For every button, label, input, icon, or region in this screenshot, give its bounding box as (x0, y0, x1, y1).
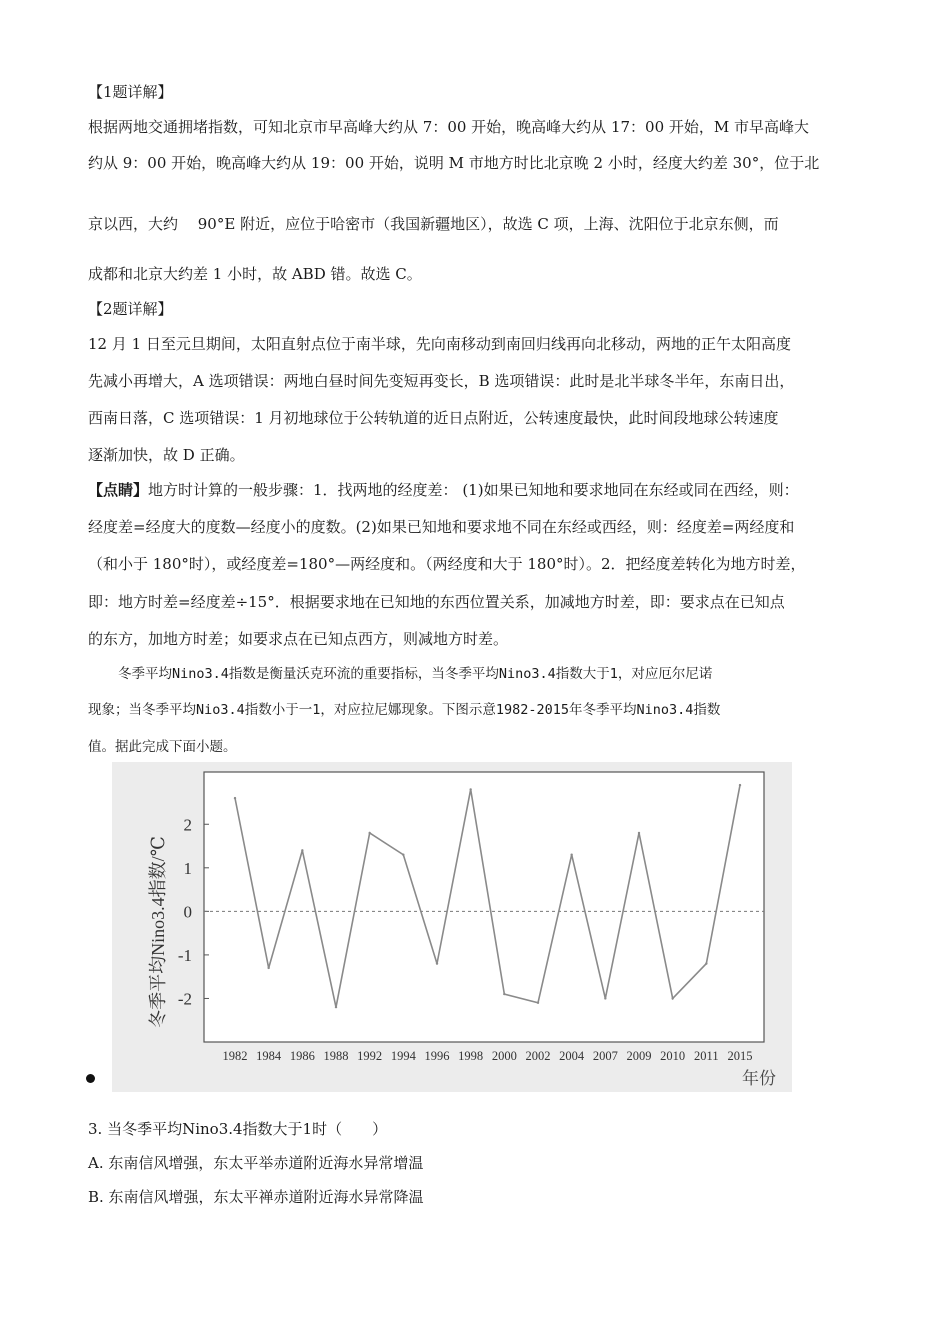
q2-header: 【2题详解】 (88, 300, 173, 318)
y-tick-label: 1 (183, 858, 192, 878)
data-point-2010 (671, 997, 673, 999)
data-point-2000 (503, 993, 505, 995)
x-axis-label: 年份 (742, 1069, 776, 1088)
q1-line-3: 京以西，大约 90°E 附近，应位于哈密市（我国新疆地区），故选 C 项，上海、沈阳位于北京东侧，而 (88, 215, 779, 233)
x-tick-label: 1984 (256, 1049, 282, 1063)
tip-line-5: 的东方，加地方时差；如要求点在已知点西方，则减地方时差。 (88, 630, 509, 648)
x-tick-label: 1998 (458, 1049, 484, 1063)
plot-frame (204, 772, 764, 1042)
data-point-2011 (705, 962, 707, 964)
data-point-1996 (436, 962, 438, 964)
data-point-2004 (570, 854, 572, 856)
data-point-2007 (604, 997, 606, 999)
q2-line-4: 逐渐加快，故 D 正确。 (88, 446, 245, 464)
y-tick-label: -1 (177, 945, 192, 965)
q2-line-1: 12 月 1 日至元旦期间，太阳直射点位于南半球，先向南移动到南回归线再向北移动，两地的正午太阳高度 (88, 335, 791, 353)
tip-line-1-text: 地方时计算的一般步骤：1．找两地的经度差： (1)如果已知地和要求地同在东经或同在西经，则： (148, 481, 799, 499)
q1-header: 【1题详解】 (88, 83, 173, 101)
data-point-2009 (638, 832, 640, 834)
x-tick-label: 1994 (390, 1049, 416, 1063)
q2-line-3: 西南日落，C 选项错误：1 月初地球位于公转轨道的近日点附近，公转速度最快，此时间段地球公转速度 (88, 409, 779, 427)
tip-line-4: 即：地方时差=经度差÷15°．根据要求地在已知地的东西位置关系，加减地方时差，即：要求点在已知点 (88, 593, 785, 611)
data-point-1982 (234, 797, 236, 799)
intro-line-1: 冬季平均Nino3.4指数是衡量沃克环流的重要指标，当冬季平均Nino3.4指数大于1，对应厄尔尼诺 (118, 666, 713, 682)
question3-option-b[interactable]: B. 东南信风增强，东太平禅赤道附近海水异常降温 (88, 1188, 424, 1206)
x-tick-label: 1996 (424, 1049, 450, 1063)
x-tick-label: 2000 (491, 1049, 517, 1063)
tip-header: 【点睛】 (88, 481, 149, 499)
q2-line-2: 先减小再增大，A 选项错误：两地白昼时间先变短再变长，B 选项错误：此时是北半球冬半年，东南日出， (88, 372, 795, 390)
data-point-1986 (301, 849, 303, 851)
nino-index-chart (112, 762, 792, 1092)
data-point-1998 (469, 788, 471, 790)
data-point-1988 (335, 1006, 337, 1008)
tip-line-1 (88, 480, 799, 500)
data-point-1984 (267, 967, 269, 969)
y-tick-label: 2 (183, 815, 192, 835)
intro-line-2: 现象；当冬季平均Nio3.4指数小于一1，对应拉尼娜现象。下图示意1982-2015年冬季平均Nino3.4指数 (88, 702, 721, 718)
y-tick-label: -2 (177, 989, 192, 1009)
tip-line-3: （和小于 180°时），或经度差=180°—两经度和。（两经度和大于 180°时）。2．把经度差转化为地方时差， (88, 555, 806, 573)
q1-line-1: 根据两地交通拥堵指数，可知北京市早高峰大约从 7：00 开始，晚高峰大约从 17：00 开始，M 市早高峰大 (88, 118, 810, 136)
x-tick-label: 2007 (592, 1049, 618, 1063)
x-tick-label: 2011 (694, 1049, 719, 1063)
q1-line-4: 成都和北京大约差 1 小时，故 ABD 错。故选 C。 (88, 265, 422, 283)
data-point-2015 (739, 784, 741, 786)
x-tick-label: 2010 (660, 1049, 686, 1063)
question3-option-a[interactable]: A. 东南信风增强，东太平举赤道附近海水异常增温 (88, 1154, 424, 1172)
data-point-2002 (537, 1002, 539, 1004)
bullet-marker (86, 1074, 95, 1083)
data-point-1992 (368, 832, 370, 834)
x-tick-label: 1988 (323, 1049, 349, 1063)
question3-stem: 3. 当冬季平均Nino3.4指数大于1时（ ） (88, 1120, 388, 1138)
y-tick-label: 0 (183, 902, 192, 922)
x-tick-label: 2015 (727, 1049, 753, 1063)
y-axis-label: 冬季平均Nino3.4指数/℃ (148, 836, 168, 1028)
tip-line-2: 经度差=经度大的度数—经度小的度数。(2)如果已知地和要求地不同在东经或西经，则：经度差=两经度和 (88, 518, 795, 536)
q1-line-2: 约从 9：00 开始，晚高峰大约从 19：00 开始，说明 M 市地方时比北京晚 2 小时，经度大约差 30°，位于北 (88, 154, 820, 172)
x-tick-label: 1986 (289, 1049, 315, 1063)
x-tick-label: 1982 (222, 1049, 248, 1063)
x-tick-label: 2009 (626, 1049, 652, 1063)
x-tick-label: 2002 (525, 1049, 551, 1063)
data-point-1994 (402, 854, 404, 856)
intro-line-3: 值。据此完成下面小题。 (88, 739, 237, 755)
x-tick-label: 1992 (357, 1049, 383, 1063)
x-tick-label: 2004 (559, 1049, 585, 1063)
